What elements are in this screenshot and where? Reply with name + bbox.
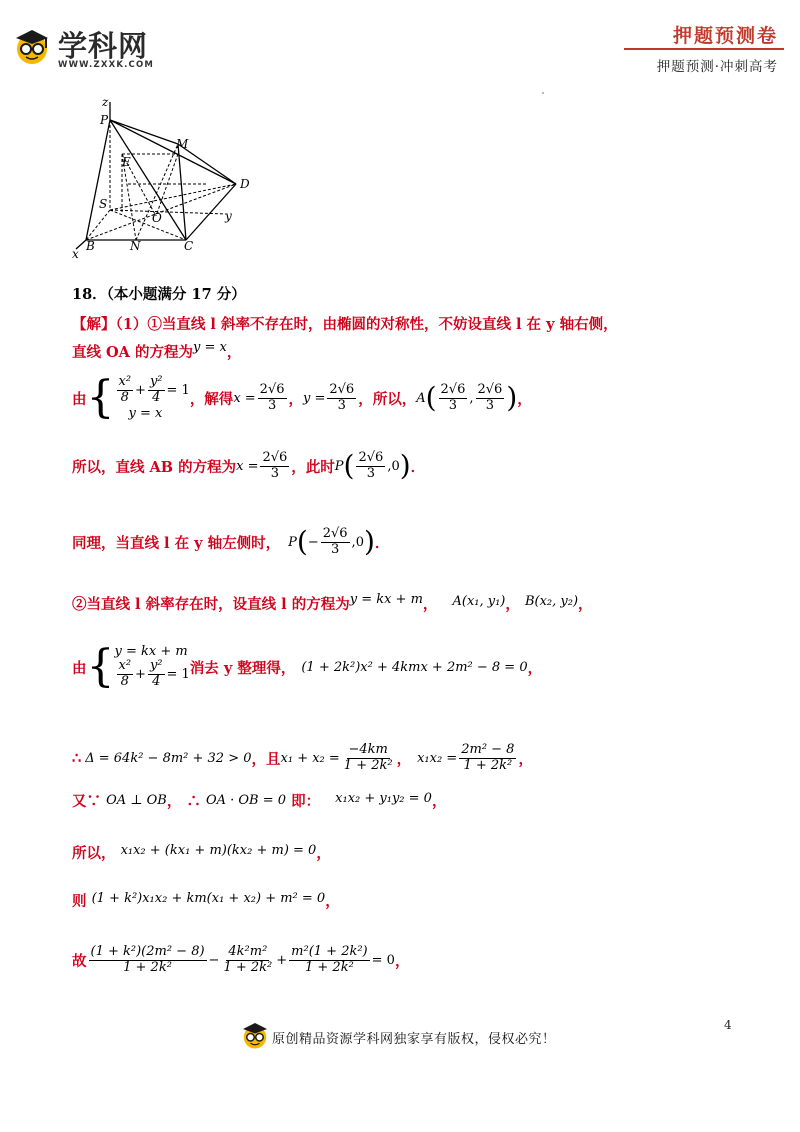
gu-text: 故 — [72, 952, 87, 970]
logo-icon — [12, 26, 52, 66]
brand-subtitle: 押题预测·冲刺高考 — [656, 59, 778, 75]
A-num2: 2√6 — [477, 381, 503, 397]
therefore-sign-2: ∴ — [186, 793, 201, 810]
comma: ， — [396, 750, 412, 768]
dot-product: OA · OB = 0 — [205, 793, 287, 808]
sum-num: −4km — [348, 741, 388, 757]
P2-label: P — [288, 534, 297, 550]
comma: ， — [422, 596, 438, 613]
solve-tag: 【解】 — [72, 316, 116, 333]
copyright-text: 原创精品资源学科网独家享有版权，侵权必究！ — [272, 1032, 556, 1047]
P-den: 3 — [366, 465, 376, 481]
t3-den: 1 + 2k² — [305, 959, 354, 975]
system1 — [115, 375, 190, 421]
suoyi2-text: 所以，直线 AB 的方程为 — [72, 458, 237, 476]
ji-text: 即： — [291, 793, 321, 810]
t2-den: 1 + 2k² — [223, 959, 273, 975]
comma: ， — [394, 952, 410, 970]
cishi-text: ，此时 — [291, 458, 335, 476]
line-oa — [72, 340, 241, 362]
P-label: P — [334, 458, 344, 474]
A-num1: 2√6 — [440, 381, 466, 397]
sys1-plus: + — [135, 383, 146, 398]
system2 — [115, 644, 190, 690]
sys2-num1: x² — [118, 658, 132, 674]
P2-num: 2√6 — [322, 525, 348, 541]
comma: ， — [226, 344, 242, 361]
x-num: 2√6 — [259, 381, 285, 397]
plus-sign: + — [276, 952, 288, 968]
suoyi3-text: 所以， — [72, 845, 116, 862]
comma: ， — [431, 793, 447, 810]
label-P: P — [100, 113, 109, 127]
comma: ， — [505, 596, 520, 613]
footer-logo-icon — [240, 1020, 270, 1050]
delta-expr: Δ = 64k² − 8m² + 32 > 0 — [85, 750, 252, 766]
x-eq: x = — [233, 390, 256, 406]
label-B: B — [86, 239, 95, 253]
comma: ， — [518, 750, 533, 768]
perp-line — [72, 790, 446, 811]
period: ． — [374, 534, 390, 552]
A-point: A(x₁, y₁) — [452, 594, 506, 609]
label-S: S — [99, 197, 108, 211]
label-z: z — [102, 95, 109, 109]
label-y: y — [225, 209, 232, 223]
jiede-text: ，解得 — [189, 390, 234, 408]
solution-intro — [72, 313, 618, 334]
eq-zero: = 0 — [371, 952, 395, 968]
sys1-den2: 4 — [152, 390, 161, 405]
final-line — [72, 936, 409, 984]
t1-num: (1 + k²)(2m² − 8) — [90, 943, 205, 959]
line-left-side: 同理，当直线 l 在 y 轴左侧时， P ( − $\frac{2√6}{3}$ , 0 ) ． — [72, 525, 390, 558]
A-den1: 3 — [448, 397, 458, 413]
A-den2: 3 — [485, 397, 495, 413]
sum-den: 1 + 2k² — [343, 757, 393, 773]
prod-lhs: x₁x₂ = — [417, 750, 458, 766]
sys1-num2: y² — [149, 374, 163, 390]
brand-title: 押题预测卷 — [672, 25, 778, 47]
speck — [542, 92, 544, 94]
x-den: 3 — [267, 397, 277, 413]
label-M: M — [176, 137, 189, 151]
comma: ， — [316, 845, 331, 862]
dot-expand: x₁x₂ + y₁y₂ = 0 — [335, 791, 432, 806]
P2-den: 3 — [330, 541, 340, 557]
ab-x-eq: x = — [236, 458, 259, 474]
ab-num: 2√6 — [262, 449, 288, 465]
comma: ， — [578, 596, 593, 613]
left-brace-2: { — [86, 641, 115, 692]
minus-sign: − — [208, 952, 220, 968]
page-number: 4 — [724, 1018, 732, 1032]
line-oa-text: 直线 OA 的方程为 — [72, 344, 193, 361]
label-x: x — [72, 247, 79, 261]
ze-text: 则 — [72, 893, 87, 910]
period: ． — [410, 458, 426, 476]
part2-line — [72, 592, 593, 614]
page-header — [0, 0, 800, 80]
y-den: 3 — [337, 397, 346, 413]
comma: ， — [527, 659, 543, 677]
sys2-den2: 4 — [152, 674, 161, 689]
prod-num: 2m² − 8 — [461, 741, 515, 757]
sum-lhs: x₁ + x₂ = — [280, 750, 340, 766]
y-eq: y = — [303, 390, 326, 406]
sys1-rhs: = 1 — [166, 383, 190, 398]
system2-line — [72, 636, 542, 698]
prod-den: 1 + 2k² — [463, 757, 513, 773]
label-E: E — [122, 155, 131, 169]
sys1-num1: x² — [118, 374, 132, 390]
delta-line — [72, 736, 533, 780]
sys1-eq2: y = x — [128, 405, 163, 421]
system1-line: 由 { $\frac{\text{x²}}{8}$ + $\frac{\text{y²}}{4}$ = 1 y = x ，解得 x = $\frac{2√6}{3}$ ， y = $\frac{2√6}{3}$ ，所以， A ( $\frac{2√6}{3}$ , $\frac{2√6}{3}$ ) ， — [72, 372, 532, 423]
label-D: D — [240, 177, 250, 191]
sys2-den1: 8 — [120, 674, 129, 689]
sys2-plus: + — [135, 667, 146, 682]
P2-zero: 0 — [355, 534, 364, 550]
B-point: B(x₂, y₂) — [524, 594, 579, 609]
problem-heading: 18．（本小题满分 17 分） — [72, 286, 246, 303]
sys2-num2: y² — [149, 658, 163, 674]
label-O: O — [152, 211, 162, 225]
sys1-den1: 8 — [120, 390, 129, 405]
qie-text: ，且 — [251, 750, 281, 768]
y-num: 2√6 — [329, 381, 355, 397]
A-label: A — [416, 390, 426, 406]
sys2-rhs: = 1 — [166, 667, 190, 682]
quadratic-eq: (1 + 2k²)x² + 4kmx + 2m² − 8 = 0 — [301, 659, 528, 675]
neg-sign: − — [307, 534, 319, 550]
t2-num: 4k²m² — [228, 943, 268, 959]
tongli-text: 同理，当直线 l 在 y 轴左侧时， — [72, 534, 281, 552]
expand1-expr: x₁x₂ + (kx₁ + m)(kx₂ + m) = 0 — [120, 843, 317, 858]
you-text: 由 — [72, 390, 87, 408]
brand-divider — [624, 48, 784, 50]
part2-text: ②当直线 l 斜率存在时，设直线 l 的方程为 — [72, 596, 350, 613]
logo-url: WWW.ZXXK.COM — [58, 60, 155, 70]
ab-den: 3 — [270, 465, 280, 481]
comma: ， — [288, 390, 303, 408]
because-text: 又∵ — [72, 793, 101, 810]
comma: ， — [325, 893, 340, 910]
sys2-eq1: y = kx + m — [114, 644, 188, 660]
pyramid-figure — [66, 94, 266, 264]
t1-den: 1 + 2k² — [123, 959, 172, 975]
suoyi-text: ，所以， — [358, 390, 417, 408]
you-text-2: 由 — [72, 659, 87, 677]
part1-text: （1）①当直线 l 斜率不存在时，由椭圆的对称性，不妨设直线 l 在 y 轴右侧， — [115, 316, 618, 333]
logo-text: 学科网 — [58, 29, 149, 63]
xiaoqu-text: 消去 y 整理得， — [189, 659, 296, 677]
comma: ， — [166, 793, 182, 810]
expand1-line — [72, 842, 331, 863]
label-N: N — [130, 239, 141, 253]
perp-expr: OA ⊥ OB — [106, 793, 167, 808]
P-num: 2√6 — [358, 449, 384, 465]
P-zero: 0 — [391, 458, 400, 474]
left-brace: { — [86, 372, 115, 423]
line-ab: 所以，直线 AB 的方程为 x = $\frac{2√6}{3}$ ，此时 P ( $\frac{2√6}{3}$ , 0 ) ． — [72, 449, 426, 482]
expand2-expr: (1 + k²)x₁x₂ + km(x₁ + x₂) + m² = 0 — [91, 891, 326, 906]
line-eq: y = kx + m — [349, 592, 423, 607]
comma: ， — [517, 390, 532, 408]
therefore-sign: ∴ — [72, 749, 82, 767]
expand2-line — [72, 890, 340, 911]
label-C: C — [184, 239, 194, 253]
t3-num: m²(1 + 2k²) — [291, 943, 368, 959]
line-oa-eq: y = x — [192, 340, 227, 355]
